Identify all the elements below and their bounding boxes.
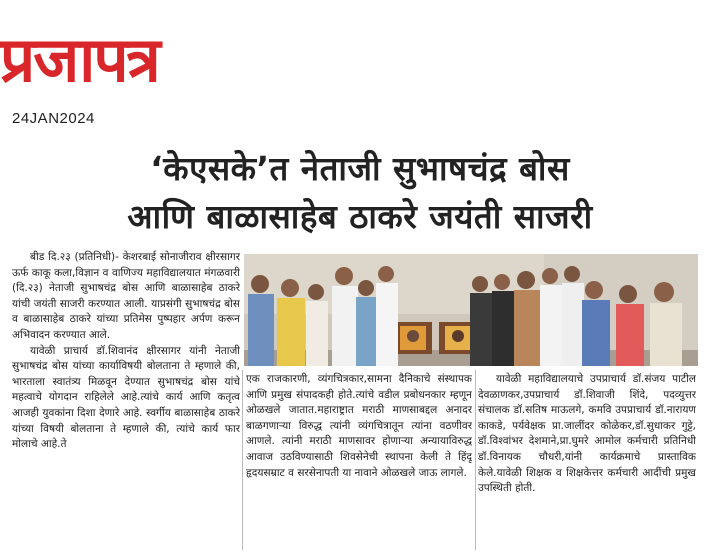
headline-line-2: आणि बाळासाहेब ठाकरे जयंती साजरी <box>127 197 593 236</box>
column-divider-1 <box>242 370 243 550</box>
article-column-2 <box>246 372 472 552</box>
article-column-1 <box>12 250 240 550</box>
article-paragraph-intro: बीड दि.२३ (प्रतिनिधी)- केशरबाई सोनाजीराव क्षीरसागर ऊर्फ काकू कला,विज्ञान व वाणिज्य महाविद्यालयात मंगळवारी (दि.२३) नेताजी सुभाषचंद्र बोस आणि बाळासाहेब ठाकरे यांची जयंती साजरी करण्यात आली. याप्रसंगी सुभाषचंद्र बोस व बाळासाहेब ठाकरे यांच्या प्रतिमेस पुष्पहार अर्पण करून अभिवादन करण्यात आले. <box>12 251 240 341</box>
masthead-logo: प्रजापत्र <box>0 23 159 96</box>
headline-line-1: ‘केएसके’त नेताजी सुभाषचंद्र बोस <box>150 149 570 188</box>
column-divider-2 <box>475 370 476 550</box>
group-photo-illustration <box>244 254 698 366</box>
article-paragraph-principal: यावेळी प्राचार्य डॉ.शिवानंद क्षीरसागर यांनी नेताजी सुभाषचंद्र बोस यांच्या कार्याविषयी बोलताना ते म्हणाले की, भारताला स्वातंत्र्य मिळवून देण्यात सुभाषचंद्र बोस यांचे महत्वाचे योगदान राहिलेले आहे.त्यांचे कार्य आणि कतृत्व आजही युवकांना दिशा देणारे आहे. स्वर्गीय बाळासाहेब ठाकरे यांच्या विषयी बोलताना ते म्हणाले की, त्यांचे कार्य फार मोलाचे आहे.ते <box>12 344 240 451</box>
article-paragraph-attendees: यावेळी महाविद्यालयाचे उपप्राचार्य डॉ.संजय पाटील देवळाणकर,उपप्राचार्य डॉ.शिवाजी शिंदे, पदव्युत्तर संचालक डॉ.सतिष माऊलगे, कमवि उपप्राचार्य डॉ.नारायण काकडे, पर्यवेक्षक प्रा.जालींदर कोळेकर,डॉ.सुधाकर गुट्टे, डॉ.विश्वांभर देशमाने,प्रा.घुमरे आमोल कर्मचारी प्रतिनिधी डॉ.विनायक चौधरी,यांनी कार्यक्रमाचे प्रास्ताविक केले.यावेळी शिक्षक व शिक्षकेत्तर कर्मचारी आदींची प्रमुख उपस्थिती होती. <box>478 373 696 495</box>
publication-date: 24JAN2024 <box>12 110 95 127</box>
group-photo <box>244 254 698 366</box>
article-column-3 <box>478 372 696 552</box>
article-paragraph-thackeray: एक राजकारणी, व्यंगचित्रकार,सामना दैनिकाचे संस्थापक आणि प्रमुख संपादकही होते.त्यांचे वडील प्रबोधनकार म्हणून ओळखले जातात.महाराष्ट्रात मराठी माणसाबद्दल अनादर बाळगणाऱ्या विरुद्ध त्यांनी व्यंगचित्रातून त्यांना वठणीवर आणले. त्यांनी मराठी माणसावर होणाऱ्या अन्यायाविरुद्ध आवाज उठविण्यासाठी शिवसेनेची स्थापना केली ते हिंदू हृदयसम्राट व सरसेनापती या नावाने ओळखले जाऊ लागले. <box>246 373 472 479</box>
